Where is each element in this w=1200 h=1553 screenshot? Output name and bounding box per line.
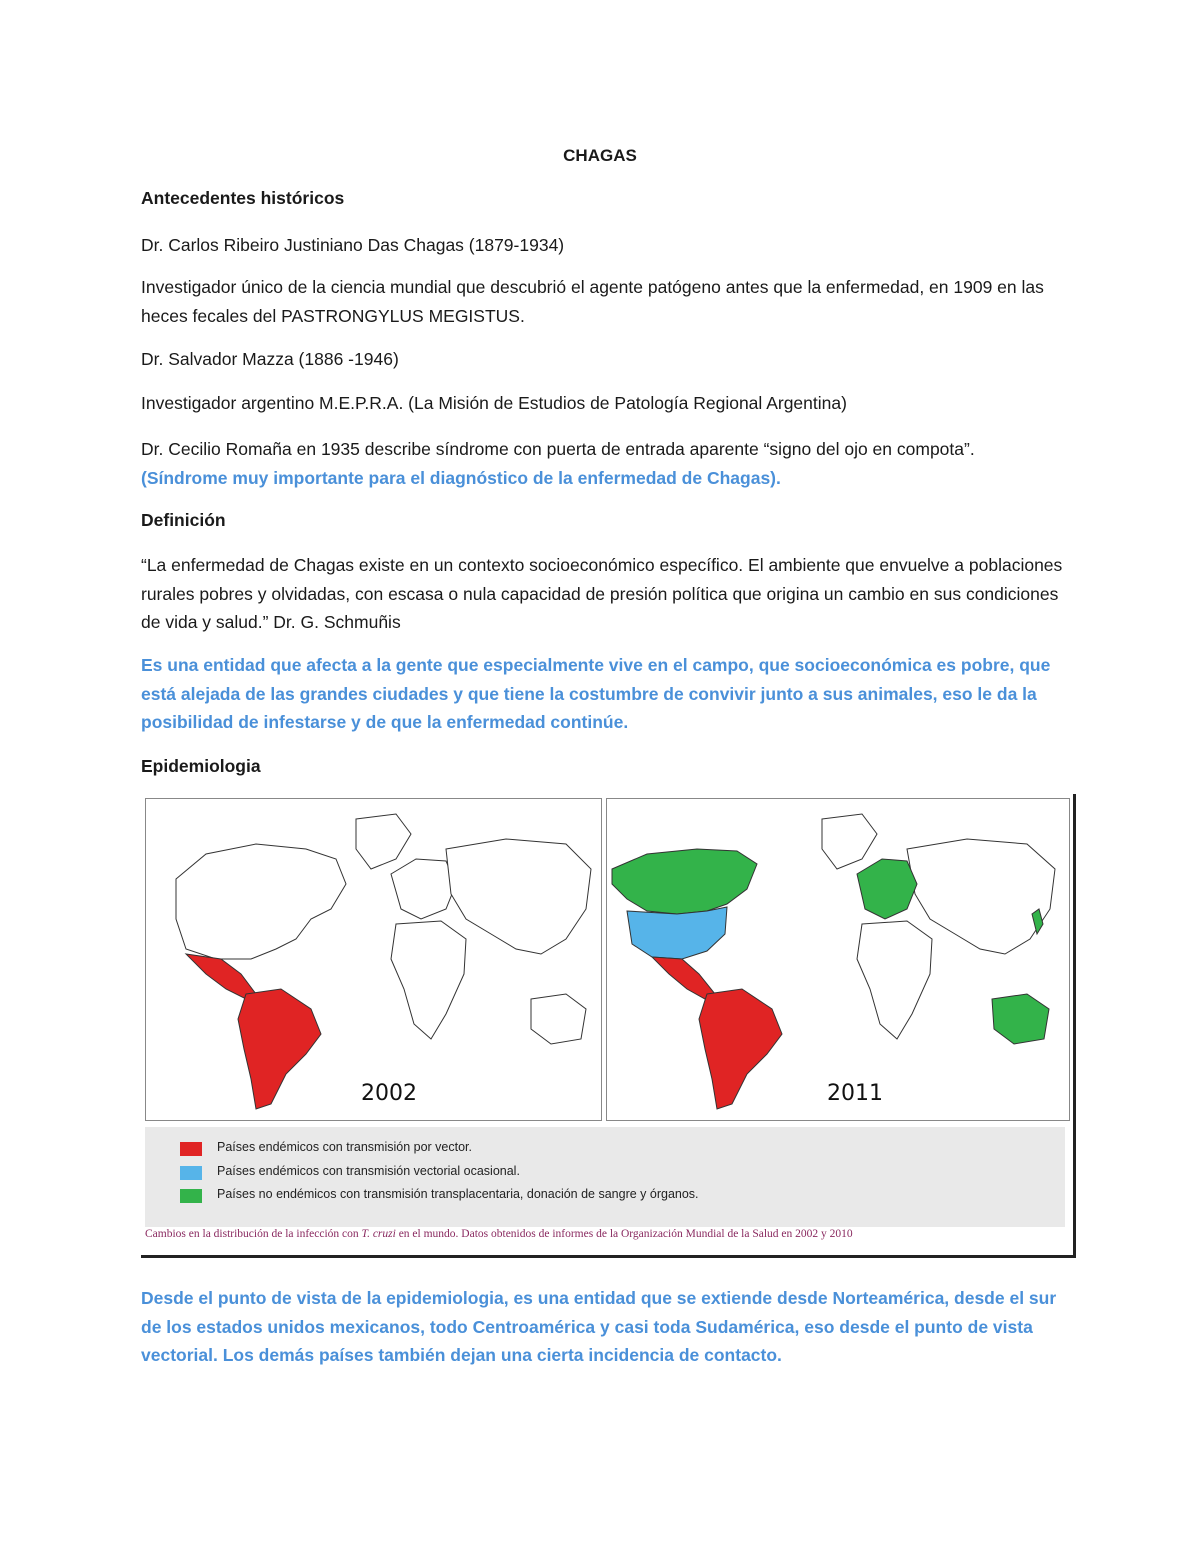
romana-text: Dr. Cecilio Romaña en 1935 describe síndrome con puerta de entrada aparente “signo del ojo en compota”.: [141, 439, 975, 459]
caption-source: en el mundo. Datos obtenidos de informes de la Organización Mundial de la Salud en 2002 y 2010: [395, 1228, 853, 1240]
heading-antecedentes: Antecedentes históricos: [141, 188, 345, 208]
caption-species: T. cruzi: [361, 1228, 396, 1240]
heading-epidemiologia: Epidemiologia: [141, 756, 261, 776]
legend-label: Países no endémicos con transmisión transplacentaria, donación de sangre y órganos.: [217, 1187, 699, 1201]
legend-label: Países endémicos con transmisión vectorial ocasional.: [217, 1164, 520, 1178]
paragraph-mepra: Investigador argentino M.E.P.R.A. (La Misión de Estudios de Patología Regional Argentina): [141, 393, 847, 413]
paragraph-romana: [141, 435, 1066, 492]
figure-caption: [145, 1228, 853, 1240]
map-year-2002: 2002: [361, 1081, 417, 1106]
paragraph-definicion-quote: “La enfermedad de Chagas existe en un contexto socioeconómico específico. El ambiente que envuelve a poblaciones rurales pobres y olvidadas, con escasa o nula capacidad de presión política que origina un cambio en sus condiciones de vida y salud.” Dr. G. Schmuñis: [141, 555, 1063, 632]
legend-swatch-blue: [180, 1166, 202, 1180]
legend-swatch-red: [180, 1142, 202, 1156]
paragraph-chagas: Dr. Carlos Ribeiro Justiniano Das Chagas (1879-1934): [141, 235, 565, 255]
document-title: CHAGAS: [563, 146, 637, 165]
map-year-2011: 2011: [827, 1081, 883, 1106]
paragraph-epidemiologia-note: Desde el punto de vista de la epidemiologia, es una entidad que se extiende desde Norteamérica, desde el sur de los estados unidos mexicanos, todo Centroamérica y casi toda Sudamérica, eso desde el punto de vista vectorial. Los demás países también dejan una cierta incidencia de contacto.: [141, 1288, 1057, 1365]
legend-label: Países endémicos con transmisión por vector.: [217, 1140, 472, 1154]
map-legend: [145, 1127, 1065, 1227]
paragraph-definicion-note: Es una entidad que afecta a la gente que especialmente vive en el campo, que socioeconómica es pobre, que está alejada de las grandes ciudades y que tiene la costumbre de convivir junto a sus animales, eso le da la posibilidad de infestarse y de que la enfermedad continúe.: [141, 655, 1051, 732]
romana-note: (Síndrome muy importante para el diagnóstico de la enfermedad de Chagas).: [141, 467, 781, 488]
world-map-2002: [146, 799, 601, 1120]
map-2011: [606, 798, 1070, 1121]
paragraph-mazza: Dr. Salvador Mazza (1886 -1946): [141, 349, 399, 369]
caption-text: Cambios en la distribución de la infección con: [145, 1228, 362, 1240]
world-map-2011: [607, 799, 1069, 1120]
legend-swatch-green: [180, 1189, 202, 1203]
epidemiology-figure: [141, 794, 1076, 1258]
paragraph-investigador-unico: Investigador único de la ciencia mundial que descubrió el agente patógeno antes que la enfermedad, en 1909 en las heces fecales del PASTRONGYLUS MEGISTUS.: [141, 277, 1044, 326]
heading-definicion: Definición: [141, 510, 226, 530]
map-2002: [145, 798, 602, 1121]
